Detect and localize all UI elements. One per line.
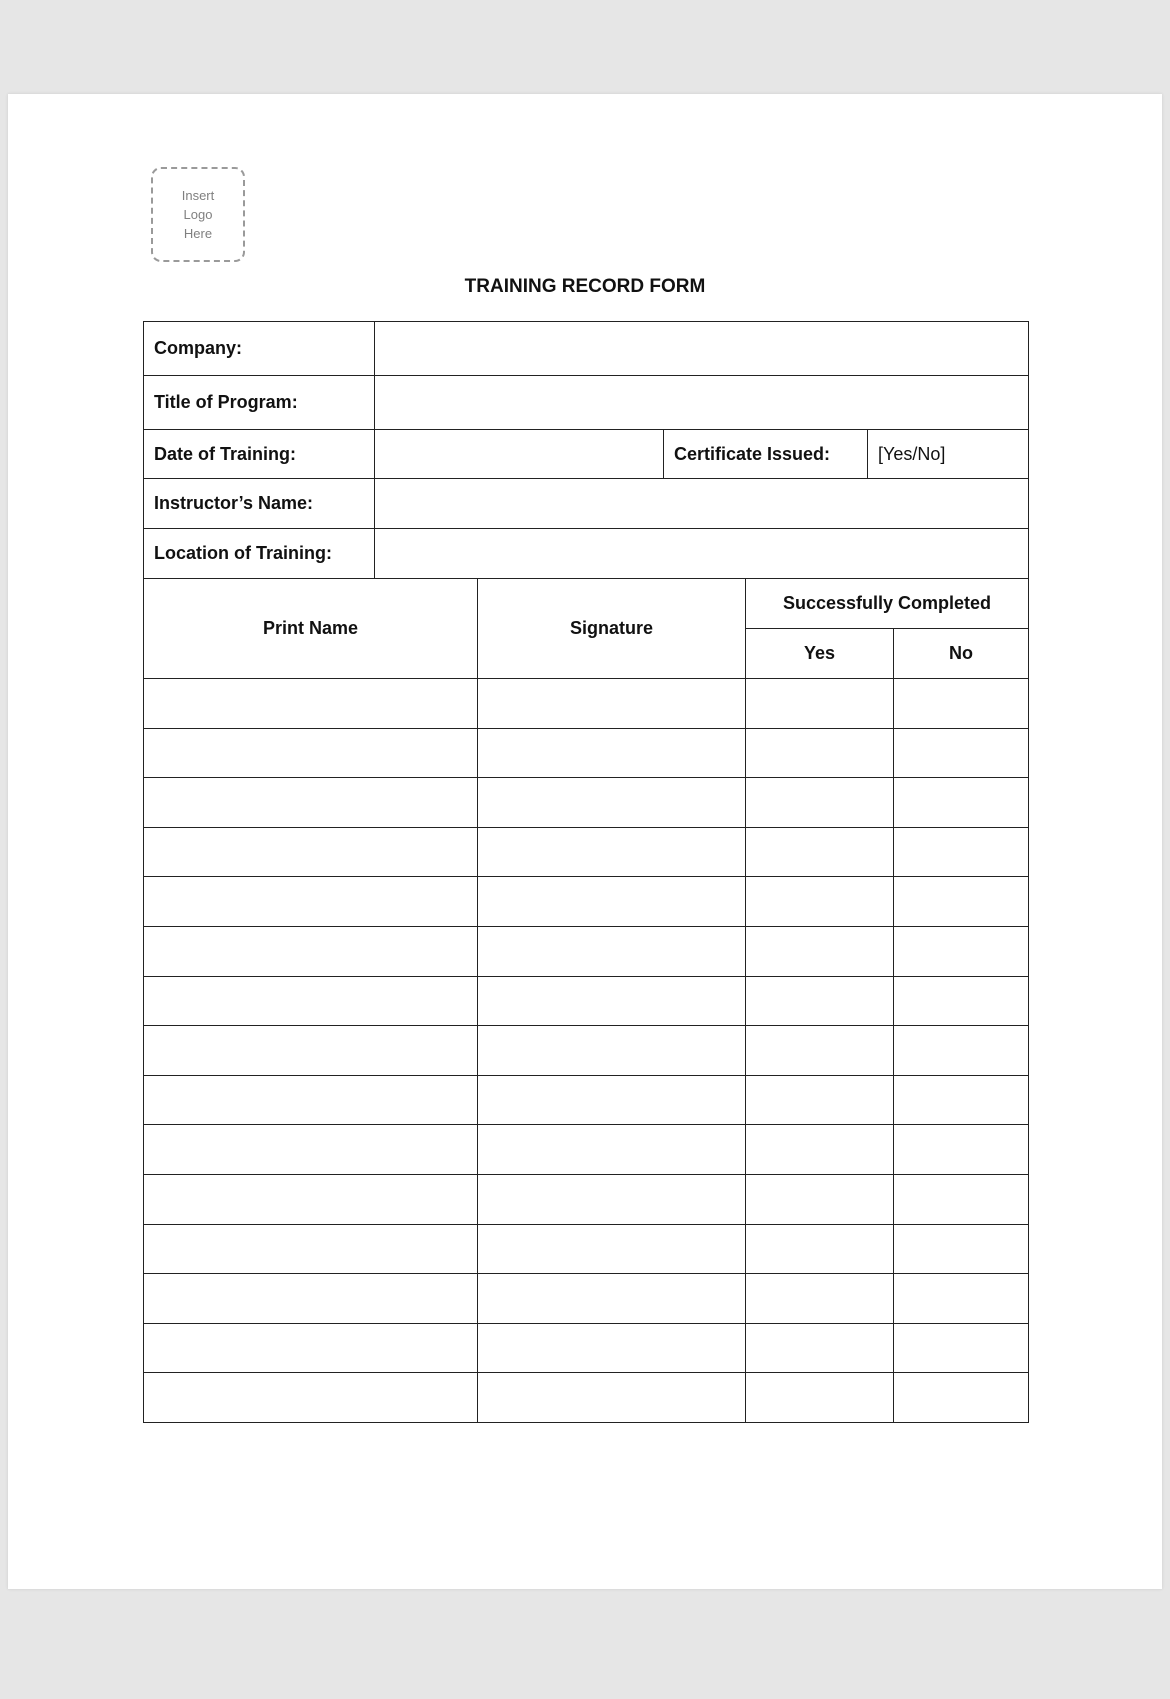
- signature-cell[interactable]: [478, 778, 746, 828]
- attendance-row: [144, 1274, 1029, 1324]
- signature-cell[interactable]: [478, 1075, 746, 1125]
- completed-no-cell[interactable]: [894, 1075, 1029, 1125]
- instructor-field[interactable]: [375, 479, 1029, 529]
- print-name-cell[interactable]: [144, 1174, 478, 1224]
- completed-yes-cell[interactable]: [746, 1125, 894, 1175]
- completed-no-cell[interactable]: [894, 827, 1029, 877]
- completed-yes-cell[interactable]: [746, 827, 894, 877]
- signature-cell[interactable]: [478, 1274, 746, 1324]
- print-name-cell[interactable]: [144, 1274, 478, 1324]
- signature-cell[interactable]: [478, 1125, 746, 1175]
- print-name-cell[interactable]: [144, 778, 478, 828]
- print-name-cell[interactable]: [144, 1224, 478, 1274]
- attendance-row: [144, 728, 1029, 778]
- print-name-cell[interactable]: [144, 1125, 478, 1175]
- company-label: Company:: [144, 322, 375, 376]
- attendance-row: [144, 877, 1029, 927]
- print-name-cell[interactable]: [144, 1323, 478, 1373]
- signature-cell[interactable]: [478, 679, 746, 729]
- signature-cell[interactable]: [478, 1323, 746, 1373]
- completed-no-cell[interactable]: [894, 1274, 1029, 1324]
- completed-yes-cell[interactable]: [746, 877, 894, 927]
- logo-placeholder-text: Insert Logo Here: [181, 188, 215, 241]
- completed-yes-cell[interactable]: [746, 1373, 894, 1423]
- company-row: [144, 322, 1029, 376]
- date-label: Date of Training:: [144, 430, 375, 479]
- signature-cell[interactable]: [478, 1174, 746, 1224]
- attendance-row: [144, 1373, 1029, 1423]
- certificate-label: Certificate Issued:: [664, 430, 868, 479]
- completed-yes-cell[interactable]: [746, 976, 894, 1026]
- attendance-row: [144, 1323, 1029, 1373]
- certificate-field[interactable]: [Yes/No]: [868, 430, 1029, 479]
- completed-no-cell[interactable]: [894, 778, 1029, 828]
- signature-cell[interactable]: [478, 877, 746, 927]
- print-name-cell[interactable]: [144, 827, 478, 877]
- training-info-table: [143, 321, 1029, 579]
- completed-yes-cell[interactable]: [746, 1026, 894, 1076]
- print-name-cell[interactable]: [144, 1075, 478, 1125]
- signature-cell[interactable]: [478, 976, 746, 1026]
- print-name-cell[interactable]: [144, 976, 478, 1026]
- attendance-row: [144, 778, 1029, 828]
- completed-yes-cell[interactable]: [746, 1174, 894, 1224]
- form-title: TRAINING RECORD FORM: [464, 276, 706, 297]
- completed-no-cell[interactable]: [894, 679, 1029, 729]
- completed-no-cell[interactable]: [894, 877, 1029, 927]
- print-name-cell[interactable]: [144, 1373, 478, 1423]
- print-name-cell[interactable]: [144, 728, 478, 778]
- company-field[interactable]: [375, 322, 1029, 376]
- completed-yes-cell[interactable]: [746, 1323, 894, 1373]
- instructor-row: [144, 479, 1029, 529]
- attendance-row: [144, 926, 1029, 976]
- signature-cell[interactable]: [478, 1224, 746, 1274]
- completed-no-cell[interactable]: [894, 1125, 1029, 1175]
- attendance-row: [144, 1125, 1029, 1175]
- completed-header: Successfully Completed: [746, 579, 1029, 629]
- attendance-row: [144, 1026, 1029, 1076]
- completed-yes-cell[interactable]: [746, 1075, 894, 1125]
- completed-no-cell[interactable]: [894, 728, 1029, 778]
- instructor-label: Instructor’s Name:: [144, 479, 375, 529]
- location-field[interactable]: [375, 529, 1029, 579]
- location-label: Location of Training:: [144, 529, 375, 579]
- location-row: [144, 529, 1029, 579]
- signature-cell[interactable]: [478, 1373, 746, 1423]
- date-row: [144, 430, 1029, 479]
- completed-yes-cell[interactable]: [746, 1224, 894, 1274]
- completed-yes-cell[interactable]: [746, 926, 894, 976]
- program-row: [144, 376, 1029, 430]
- attendance-row: [144, 679, 1029, 729]
- completed-yes-cell[interactable]: [746, 679, 894, 729]
- completed-yes-cell[interactable]: [746, 1274, 894, 1324]
- completed-no-cell[interactable]: [894, 1323, 1029, 1373]
- completed-yes-cell[interactable]: [746, 778, 894, 828]
- completed-no-cell[interactable]: [894, 1224, 1029, 1274]
- completed-yes-cell[interactable]: [746, 728, 894, 778]
- program-label-text: Title of Program:: [154, 392, 298, 412]
- print-name-cell[interactable]: [144, 679, 478, 729]
- completed-no-cell[interactable]: [894, 1174, 1029, 1224]
- print-name-header: Print Name: [144, 579, 478, 679]
- program-label: [144, 376, 375, 430]
- completed-no-cell[interactable]: [894, 976, 1029, 1026]
- print-name-cell[interactable]: [144, 877, 478, 927]
- attendance-table: [143, 578, 1029, 1423]
- attendance-row: [144, 827, 1029, 877]
- yes-header: Yes: [746, 629, 894, 679]
- signature-header: Signature: [478, 579, 746, 679]
- attendance-row: [144, 1075, 1029, 1125]
- completed-no-cell[interactable]: [894, 1026, 1029, 1076]
- signature-cell[interactable]: [478, 1026, 746, 1076]
- attendance-rows: [144, 679, 1029, 1423]
- print-name-cell[interactable]: [144, 926, 478, 976]
- completed-no-cell[interactable]: [894, 1373, 1029, 1423]
- attendance-row: [144, 1224, 1029, 1274]
- completed-no-cell[interactable]: [894, 926, 1029, 976]
- print-name-cell[interactable]: [144, 1026, 478, 1076]
- signature-cell[interactable]: [478, 728, 746, 778]
- attendance-row: [144, 1174, 1029, 1224]
- logo-placeholder[interactable]: [151, 167, 245, 262]
- program-field[interactable]: [375, 376, 1029, 430]
- no-header: No: [894, 629, 1029, 679]
- signature-cell[interactable]: [478, 827, 746, 877]
- attendance-row: [144, 976, 1029, 1026]
- attendance-header-row: [144, 579, 1029, 629]
- signature-cell[interactable]: [478, 926, 746, 976]
- date-field[interactable]: [375, 430, 664, 479]
